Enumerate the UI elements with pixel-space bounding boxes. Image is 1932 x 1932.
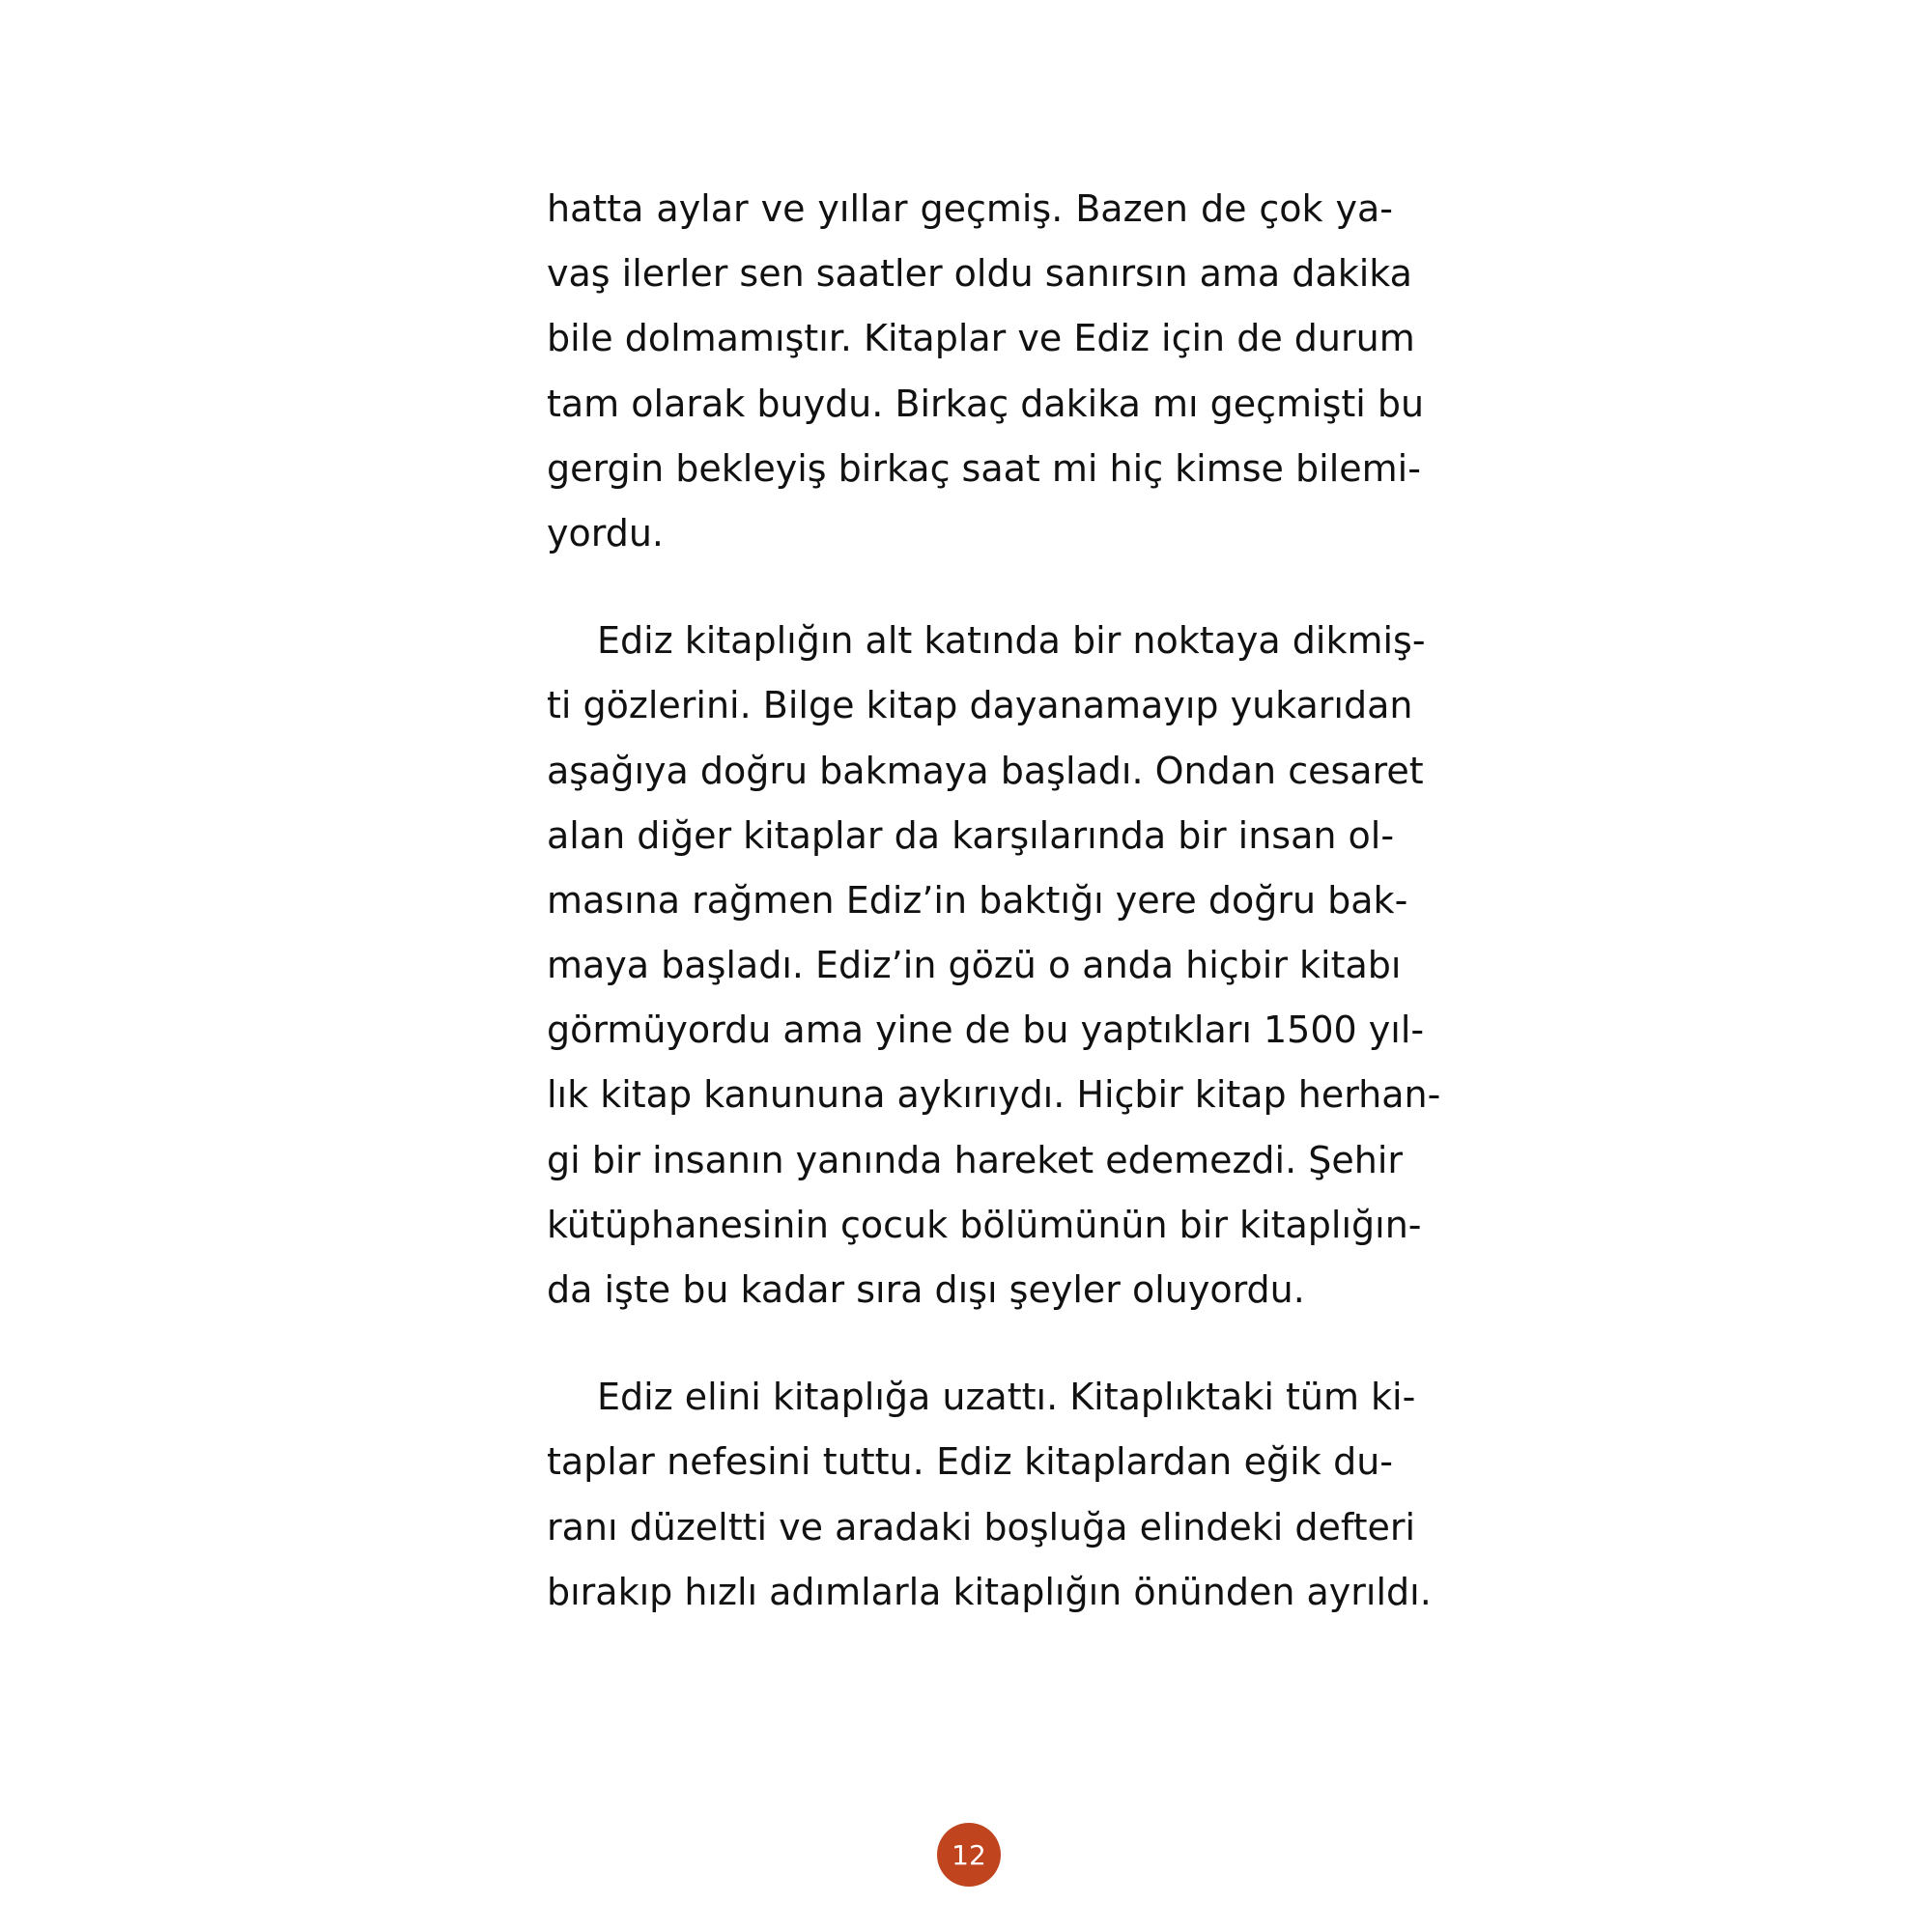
text-line: da işte bu kadar sıra dışı şeyler oluyordu. xyxy=(547,1268,1305,1311)
text-line: ti gözlerini. Bilge kitap dayanamayıp yukarıdan xyxy=(547,684,1413,727)
text-line: görmüyordu ama yine de bu yaptıkları 1500 yıl- xyxy=(547,1009,1425,1052)
text-line: bırakıp hızlı adımlarla kitaplığın önünden ayrıldı. xyxy=(547,1570,1432,1613)
text-line: Ediz elini kitaplığa uzattı. Kitaplıktaki tüm ki- xyxy=(597,1376,1416,1419)
text-line: gergin bekleyiş birkaç saat mi hiç kimse bilemi- xyxy=(547,446,1421,490)
text-line: kütüphanesinin çocuk bölümünün bir kitaplığın- xyxy=(547,1203,1422,1246)
paragraph-gap xyxy=(547,566,1393,609)
paragraph-3 xyxy=(547,1365,1432,1625)
paragraph-gap xyxy=(547,1322,1393,1365)
page-number: 12 xyxy=(952,1838,986,1871)
text-line: bile dolmamıştır. Kitaplar ve Ediz için de durum xyxy=(547,317,1415,360)
text-line: aşağıya doğru bakmaya başladı. Ondan cesaret xyxy=(547,749,1424,792)
text-line: alan diğer kitaplar da karşılarında bir insan ol- xyxy=(547,813,1395,857)
text-line: maya başladı. Ediz’in gözü o anda hiçbir kitabı xyxy=(547,944,1402,987)
page-number-badge xyxy=(937,1823,1001,1887)
text-line: Ediz kitaplığın alt katında bir noktaya dikmiş- xyxy=(597,619,1426,663)
text-line: tam olarak buydu. Birkaç dakika mı geçmişti bu xyxy=(547,382,1425,425)
text-line: masına rağmen Ediz’in baktığı yere doğru bak- xyxy=(547,878,1408,922)
text-line: ranı düzeltti ve aradaki boşluğa elindeki defteri xyxy=(547,1505,1416,1548)
text-line: gi bir insanın yanında hareket edemezdi. Şehir xyxy=(547,1138,1404,1181)
text-line: hatta aylar ve yıllar geçmiş. Bazen de çok ya- xyxy=(547,187,1393,230)
paragraph-1 xyxy=(547,177,1425,566)
text-line: lık kitap kanununa aykırıydı. Hiçbir kitap herhan- xyxy=(547,1073,1441,1117)
paragraph-2 xyxy=(547,609,1441,1322)
body-text xyxy=(547,177,1441,1625)
text-line: yordu. xyxy=(547,511,664,554)
text-line: taplar nefesini tuttu. Ediz kitaplardan eğik du- xyxy=(547,1440,1393,1484)
text-line: vaş ilerler sen saatler oldu sanırsın ama dakika xyxy=(547,252,1412,296)
